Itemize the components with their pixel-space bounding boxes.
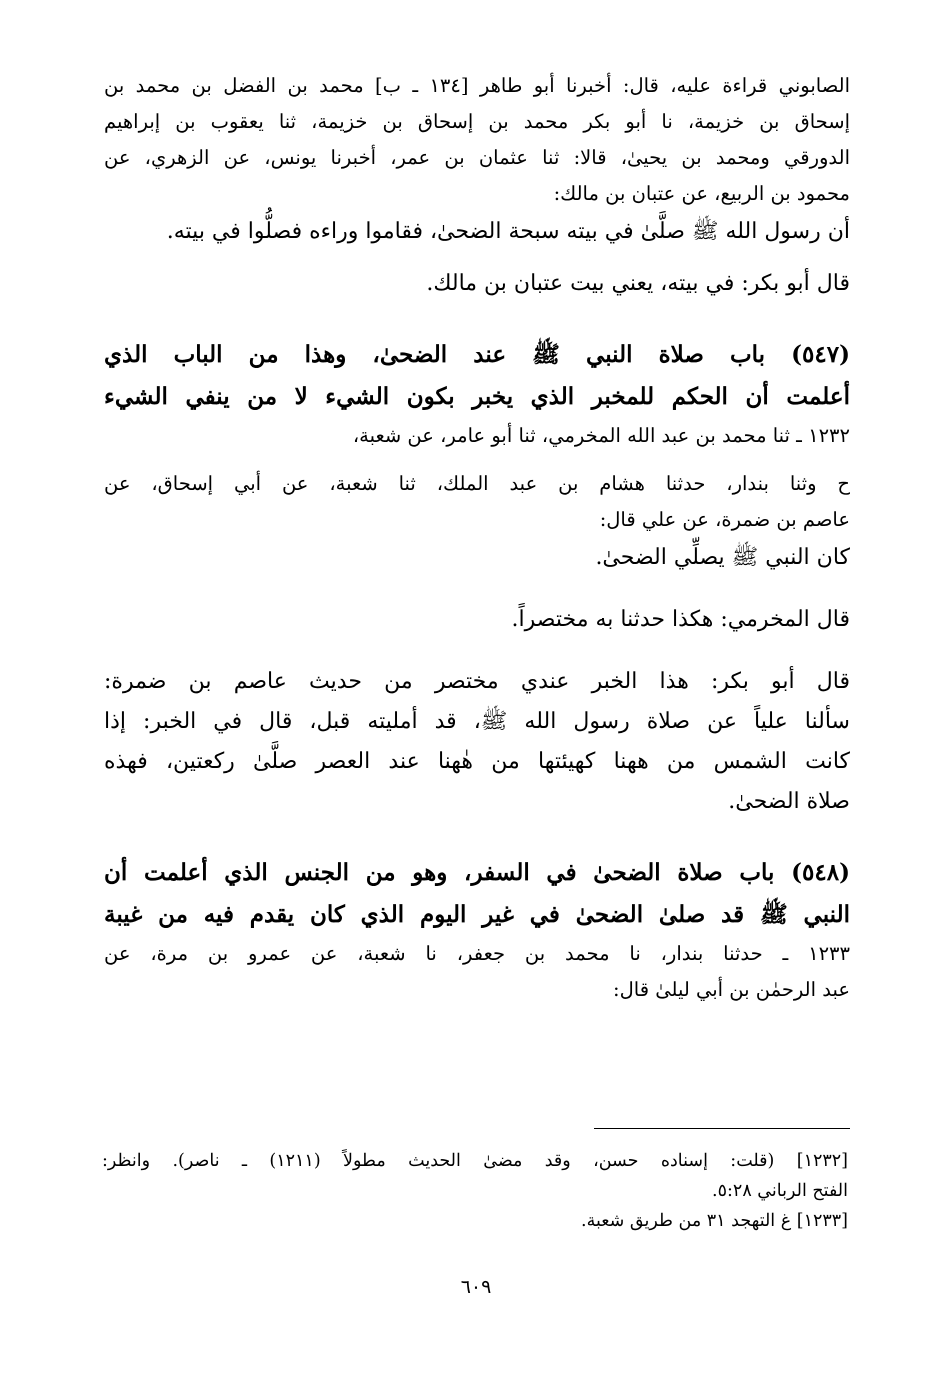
text-line: كان النبي ﷺ يصلِّي الضحىٰ. (595, 545, 850, 570)
text-line: صلاة الضحىٰ. (728, 789, 850, 814)
comment-paragraph (104, 662, 850, 822)
text-line: قال أبو بكر: في بيته، يعني بيت عتبان بن مالك. (426, 271, 850, 296)
text-line: الدورقي ومحمد بن يحيىٰ، قالا: ثنا عثمان بن عمر، أخبرنا يونس، عن الزهري، عن (104, 146, 850, 169)
heading-line: (٥٤٧) باب صلاة النبي ﷺ عند الضحىٰ، وهذا من الباب الذي (104, 341, 850, 368)
text-line: محمود بن الربيع، عن عتبان بن مالك: (553, 182, 850, 205)
comment-paragraph (104, 264, 850, 304)
heading-line: النبي ﷺ قد صلىٰ الضحىٰ في غير اليوم الذي كان يقدم فيه من غيبة (104, 901, 850, 928)
hadith-1233-isnad (104, 936, 850, 1008)
hadith-1232-isnad-continued (104, 466, 850, 538)
hadith-text (104, 212, 850, 252)
footnote-line: [١٢٣٣] غ التهجد ٣١ من طريق شعبة. (581, 1211, 848, 1231)
comment-paragraph (104, 600, 850, 640)
chapter-heading-547 (104, 334, 850, 418)
chapter-heading-548 (104, 852, 850, 936)
text-line: أن رسول الله ﷺ صلَّىٰ في بيته سبحة الضحىٰ، فقاموا وراءه فصلُّوا في بيته. (166, 219, 850, 244)
footnote-separator (594, 1128, 850, 1129)
text-line: قال أبو بكر: هذا الخبر عندي مختصر من حديث عاصم بن ضمرة: (104, 669, 850, 694)
isnad-paragraph (104, 68, 850, 212)
heading-line: أعلمت أن الحكم للمخبر الذي يخبر بكون الشيء لا من ينفي الشيء (104, 383, 850, 410)
hadith-1232-isnad (104, 418, 850, 454)
heading-line: (٥٤٨) باب صلاة الضحىٰ في السفر، وهو من الجنس الذي أعلمت أن (104, 859, 850, 886)
text-line: كانت الشمس من ههنا كهيئتها من هٰهنا عند العصر صلَّىٰ ركعتين، فهذه (104, 749, 850, 774)
hadith-text (104, 538, 850, 578)
text-line: الصابوني قراءة عليه، قال: أخبرنا أبو طاهر [١٣٤ ـ ب] محمد بن الفضل بن محمد بن (104, 74, 850, 97)
text-line: ح وثنا بندار، حدثنا هشام بن عبد الملك، ثنا شعبة، عن أبي إسحاق، عن (104, 472, 850, 495)
page-number: ٦٠٩ (460, 1276, 492, 1298)
text-line: ١٢٣٢ ـ ثنا محمد بن عبد الله المخرمي، ثنا أبو عامر، عن شعبة، (352, 424, 850, 447)
footnote-line: [١٢٣٢] (قلت: إسناده حسن، وقد مضىٰ الحديث مطولاً (١٢١١) ـ ناصر). وانظر: (102, 1151, 848, 1171)
text-line: عبد الرحمٰن بن أبي ليلىٰ قال: (613, 978, 850, 1001)
footnotes (102, 1146, 848, 1236)
text-line: سألنا علياً عن صلاة رسول الله ﷺ، قد أمليته قبل، قال في الخبر: إذا (104, 709, 850, 734)
text-line: ١٢٣٣ ـ حدثنا بندار، نا محمد بن جعفر، نا شعبة، عن عمرو بن مرة، عن (104, 942, 850, 965)
text-line: عاصم بن ضمرة، عن علي قال: (599, 508, 850, 531)
text-line: قال المخرمي: هكذا حدثنا به مختصراً. (511, 607, 850, 632)
footnote-line: الفتح الرباني ٥:٢٨. (712, 1181, 848, 1201)
text-line: إسحاق بن خزيمة، نا أبو بكر محمد بن إسحاق بن خزيمة، ثنا يعقوب بن إبراهيم (104, 110, 850, 133)
